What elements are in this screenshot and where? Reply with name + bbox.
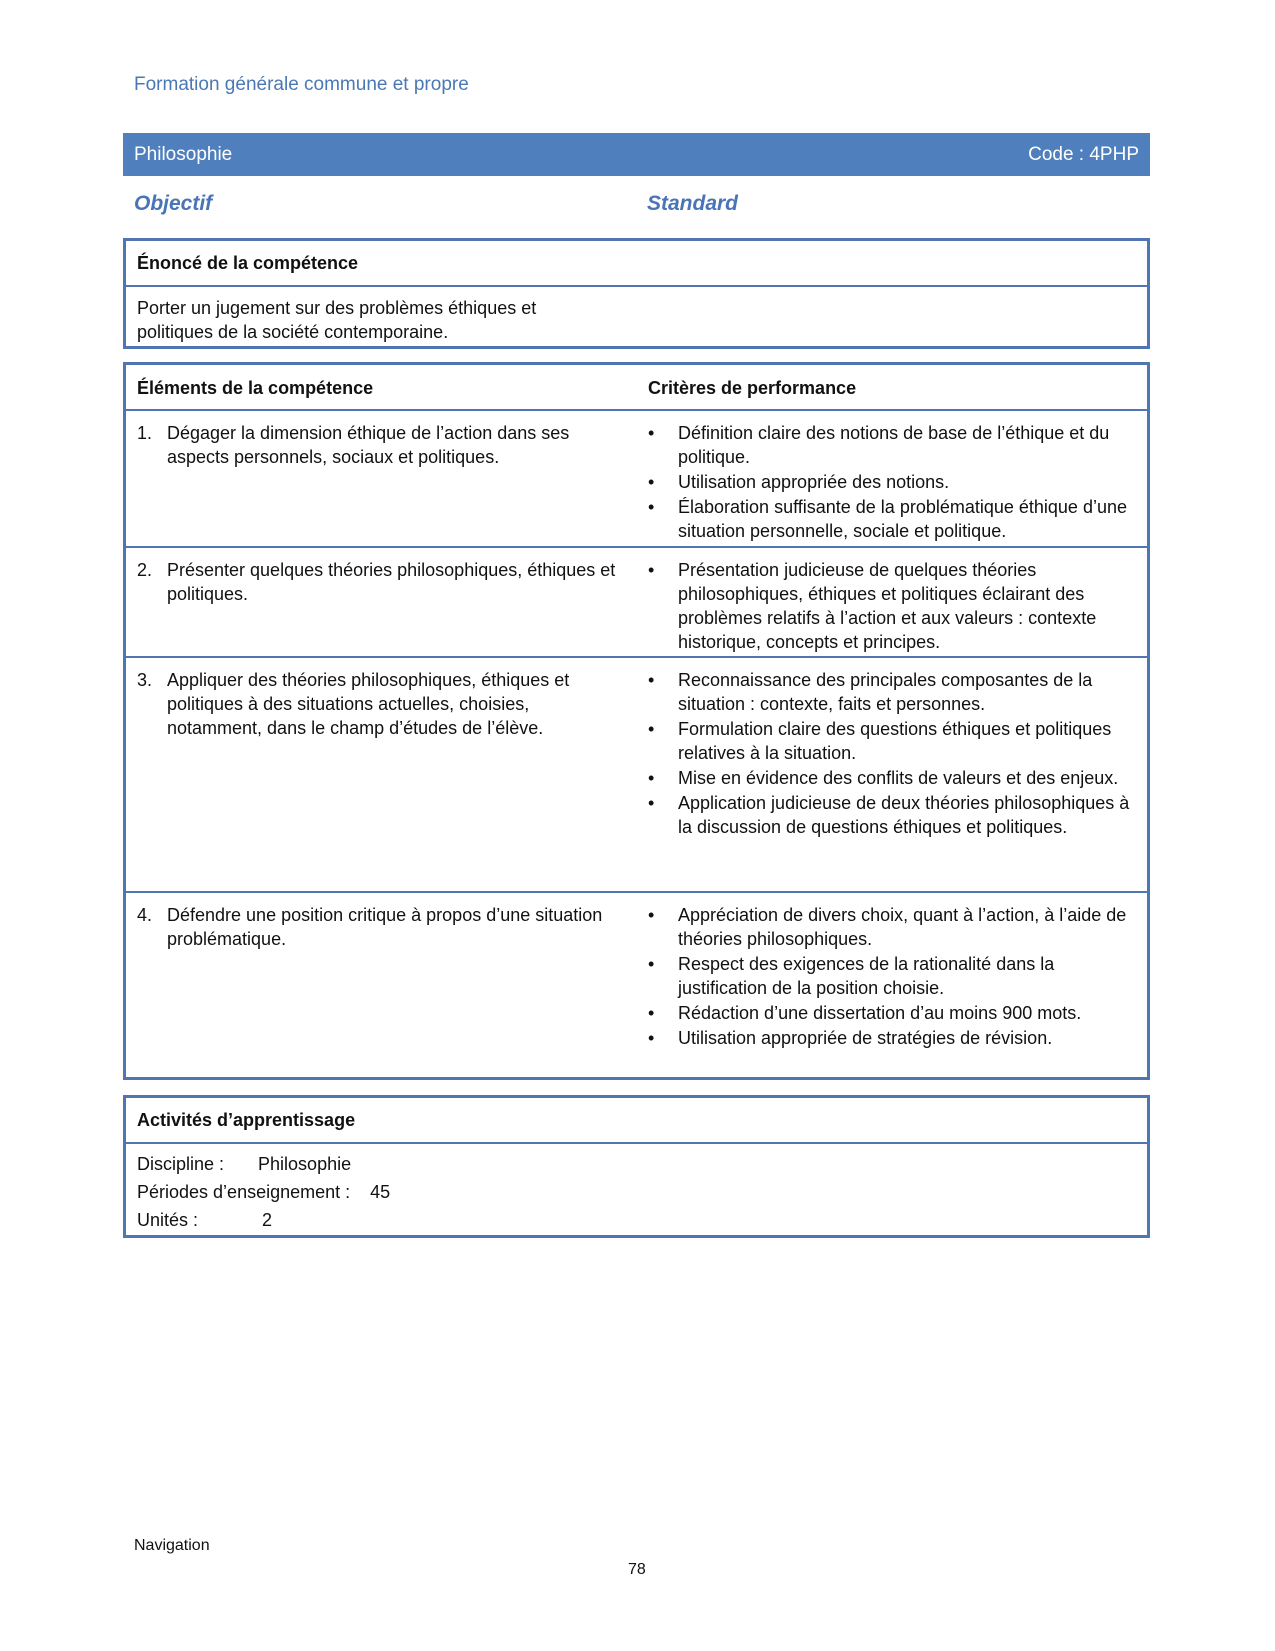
- col-header-elements: Éléments de la compétence: [137, 378, 374, 398]
- criterion-text: Utilisation appropriée des notions.: [678, 472, 950, 492]
- criteria-list: [648, 421, 1138, 544]
- element-text: Défendre une position critique à propos d’une situation problématique.: [167, 905, 603, 949]
- discipline-value: Philosophie: [258, 1154, 352, 1174]
- bullet-icon: •: [648, 954, 655, 974]
- competency-statement-panel: [123, 238, 1150, 349]
- list-item: [648, 717, 1138, 765]
- element-number: 3.: [137, 670, 153, 690]
- activities-body: [126, 1144, 1147, 1240]
- criterion-text: Appréciation de divers choix, quant à l’action, à l’aide de théories philosophiques.: [678, 905, 1127, 949]
- bullet-icon: •: [648, 472, 655, 492]
- list-item: [648, 952, 1138, 1000]
- criteria-list: [648, 558, 1138, 655]
- course-code: Code : 4PHP: [1028, 143, 1139, 165]
- criterion-text: Respect des exigences de la rationalité dans la justification de la position choisie.: [678, 954, 1055, 998]
- list-item: [648, 903, 1138, 951]
- list-item: [648, 495, 1138, 543]
- criterion-text: Mise en évidence des conflits de valeurs et des enjeux.: [678, 768, 1119, 788]
- bullet-icon: •: [648, 560, 655, 580]
- course-name: Philosophie: [134, 143, 233, 165]
- list-item: [648, 1026, 1138, 1050]
- periods-value: 45: [370, 1182, 391, 1202]
- criterion-text: Rédaction d’une dissertation d’au moins 900 mots.: [678, 1003, 1082, 1023]
- discipline-row: [137, 1150, 1136, 1178]
- table-row: [126, 548, 1147, 658]
- table-row: [126, 411, 1147, 548]
- list-item: [648, 421, 1138, 469]
- criterion-text: Présentation judicieuse de quelques théories philosophiques, éthiques et politiques éclairant des problèmes relatifs à l’action et aux valeurs : contexte historique, concepts et principes.: [678, 560, 1097, 652]
- table-row: [126, 893, 1147, 1079]
- activities-heading: Activités d’apprentissage: [126, 1098, 1147, 1144]
- bullet-icon: •: [648, 793, 655, 813]
- bullet-icon: •: [648, 423, 655, 443]
- bullet-icon: •: [648, 1003, 655, 1023]
- learning-activities-panel: [123, 1095, 1150, 1238]
- units-label: Unités :: [137, 1210, 199, 1230]
- navigation-link[interactable]: Navigation: [134, 1537, 210, 1554]
- element-cell: [137, 558, 627, 606]
- standard-label: Standard: [647, 192, 739, 215]
- element-cell: [137, 903, 627, 951]
- bullet-icon: •: [648, 905, 655, 925]
- element-text: Dégager la dimension éthique de l’action dans ses aspects personnels, sociaux et politiques.: [167, 423, 570, 467]
- element-text: Appliquer des théories philosophiques, éthiques et politiques à des situations actuelles, choisies, notamment, dans le champ d’études de l’élève.: [167, 670, 570, 738]
- objective-row: [134, 192, 1034, 220]
- course-banner: [123, 133, 1150, 176]
- element-number: 1.: [137, 423, 153, 443]
- list-item: [648, 558, 1138, 654]
- units-row: [137, 1206, 1136, 1234]
- bullet-icon: •: [648, 719, 655, 739]
- criteria-list: [648, 903, 1138, 1051]
- page-number: 78: [628, 1561, 646, 1578]
- table-header-row: [126, 365, 1147, 411]
- objective-label: Objectif: [134, 192, 213, 215]
- bullet-icon: •: [648, 497, 655, 517]
- competency-heading: Énoncé de la compétence: [126, 241, 1147, 287]
- criterion-text: Formulation claire des questions éthiques et politiques relatives à la situation.: [678, 719, 1112, 763]
- element-number: 2.: [137, 560, 153, 580]
- criteria-list: [648, 668, 1138, 840]
- discipline-label: Discipline :: [137, 1154, 225, 1174]
- bullet-icon: •: [648, 670, 655, 690]
- criterion-text: Définition claire des notions de base de l’éthique et du politique.: [678, 423, 1110, 467]
- criterion-text: Application judicieuse de deux théories philosophiques à la discussion de questions éthiques et politiques.: [678, 793, 1130, 837]
- list-item: [648, 791, 1138, 839]
- elements-criteria-table: [123, 362, 1150, 1080]
- element-cell: [137, 421, 627, 469]
- document-section-title: Formation générale commune et propre: [134, 74, 469, 95]
- element-cell: [137, 668, 627, 740]
- bullet-icon: •: [648, 1028, 655, 1048]
- bullet-icon: •: [648, 768, 655, 788]
- element-number: 4.: [137, 905, 153, 925]
- list-item: [648, 668, 1138, 716]
- table-row: [126, 658, 1147, 893]
- element-text: Présenter quelques théories philosophiques, éthiques et politiques.: [167, 560, 616, 604]
- periods-row: [137, 1178, 1136, 1206]
- criterion-text: Utilisation appropriée de stratégies de révision.: [678, 1028, 1053, 1048]
- competency-statement: Porter un jugement sur des problèmes éthiques et politiques de la société contemporaine.: [137, 298, 537, 342]
- list-item: [648, 470, 1138, 494]
- list-item: [648, 1001, 1138, 1025]
- criterion-text: Reconnaissance des principales composantes de la situation : contexte, faits et personnes.: [678, 670, 1093, 714]
- col-header-criteria: Critères de performance: [648, 378, 857, 398]
- periods-label: Périodes d’enseignement :: [137, 1182, 351, 1202]
- units-value: 2: [262, 1210, 273, 1230]
- list-item: [648, 766, 1138, 790]
- criterion-text: Élaboration suffisante de la problématique éthique d’une situation personnelle, sociale et politique.: [678, 497, 1127, 541]
